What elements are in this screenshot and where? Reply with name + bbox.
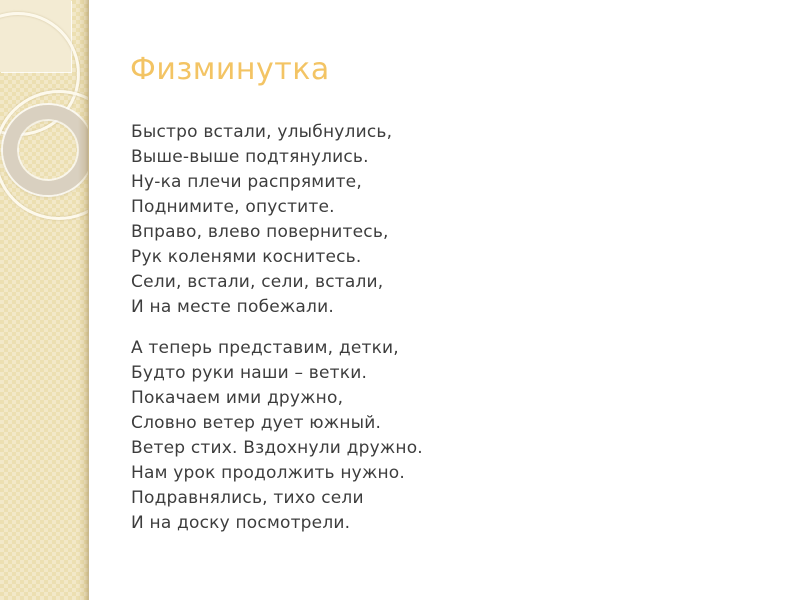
slide-title: Физминутка (130, 52, 330, 87)
poem-line: И на доску посмотрели. (131, 513, 351, 533)
poem-stanza-2 (131, 336, 423, 536)
poem-stanza-1 (131, 120, 423, 320)
poem-line: Вправо, влево повернитесь, (131, 222, 389, 242)
decorative-ring (3, 105, 89, 195)
poem-line: Рук коленями коснитесь. (131, 247, 362, 267)
poem-body (131, 120, 423, 536)
poem-line: Подравнялись, тихо сели (131, 488, 364, 508)
poem-line: Нам урок продолжить нужно. (131, 463, 405, 483)
poem-line: Ну-ка плечи распрямите, (131, 172, 362, 192)
poem-line: Быстро встали, улыбнулись, (131, 122, 393, 142)
poem-line: Покачаем ими дружно, (131, 388, 344, 408)
poem-line: А теперь представим, детки, (131, 338, 399, 358)
poem-line: Будто руки наши – ветки. (131, 363, 368, 383)
poem-line: И на месте побежали. (131, 297, 334, 317)
poem-line: Выше-выше подтянулись. (131, 147, 369, 167)
decorative-sidebar (0, 0, 89, 600)
sidebar-edge-shadow (78, 0, 88, 600)
poem-line: Словно ветер дует южный. (131, 413, 382, 433)
poem-line: Ветер стих. Вздохнули дружно. (131, 438, 423, 458)
poem-line: Поднимите, опустите. (131, 197, 335, 217)
poem-line: Сели, встали, сели, встали, (131, 272, 384, 292)
